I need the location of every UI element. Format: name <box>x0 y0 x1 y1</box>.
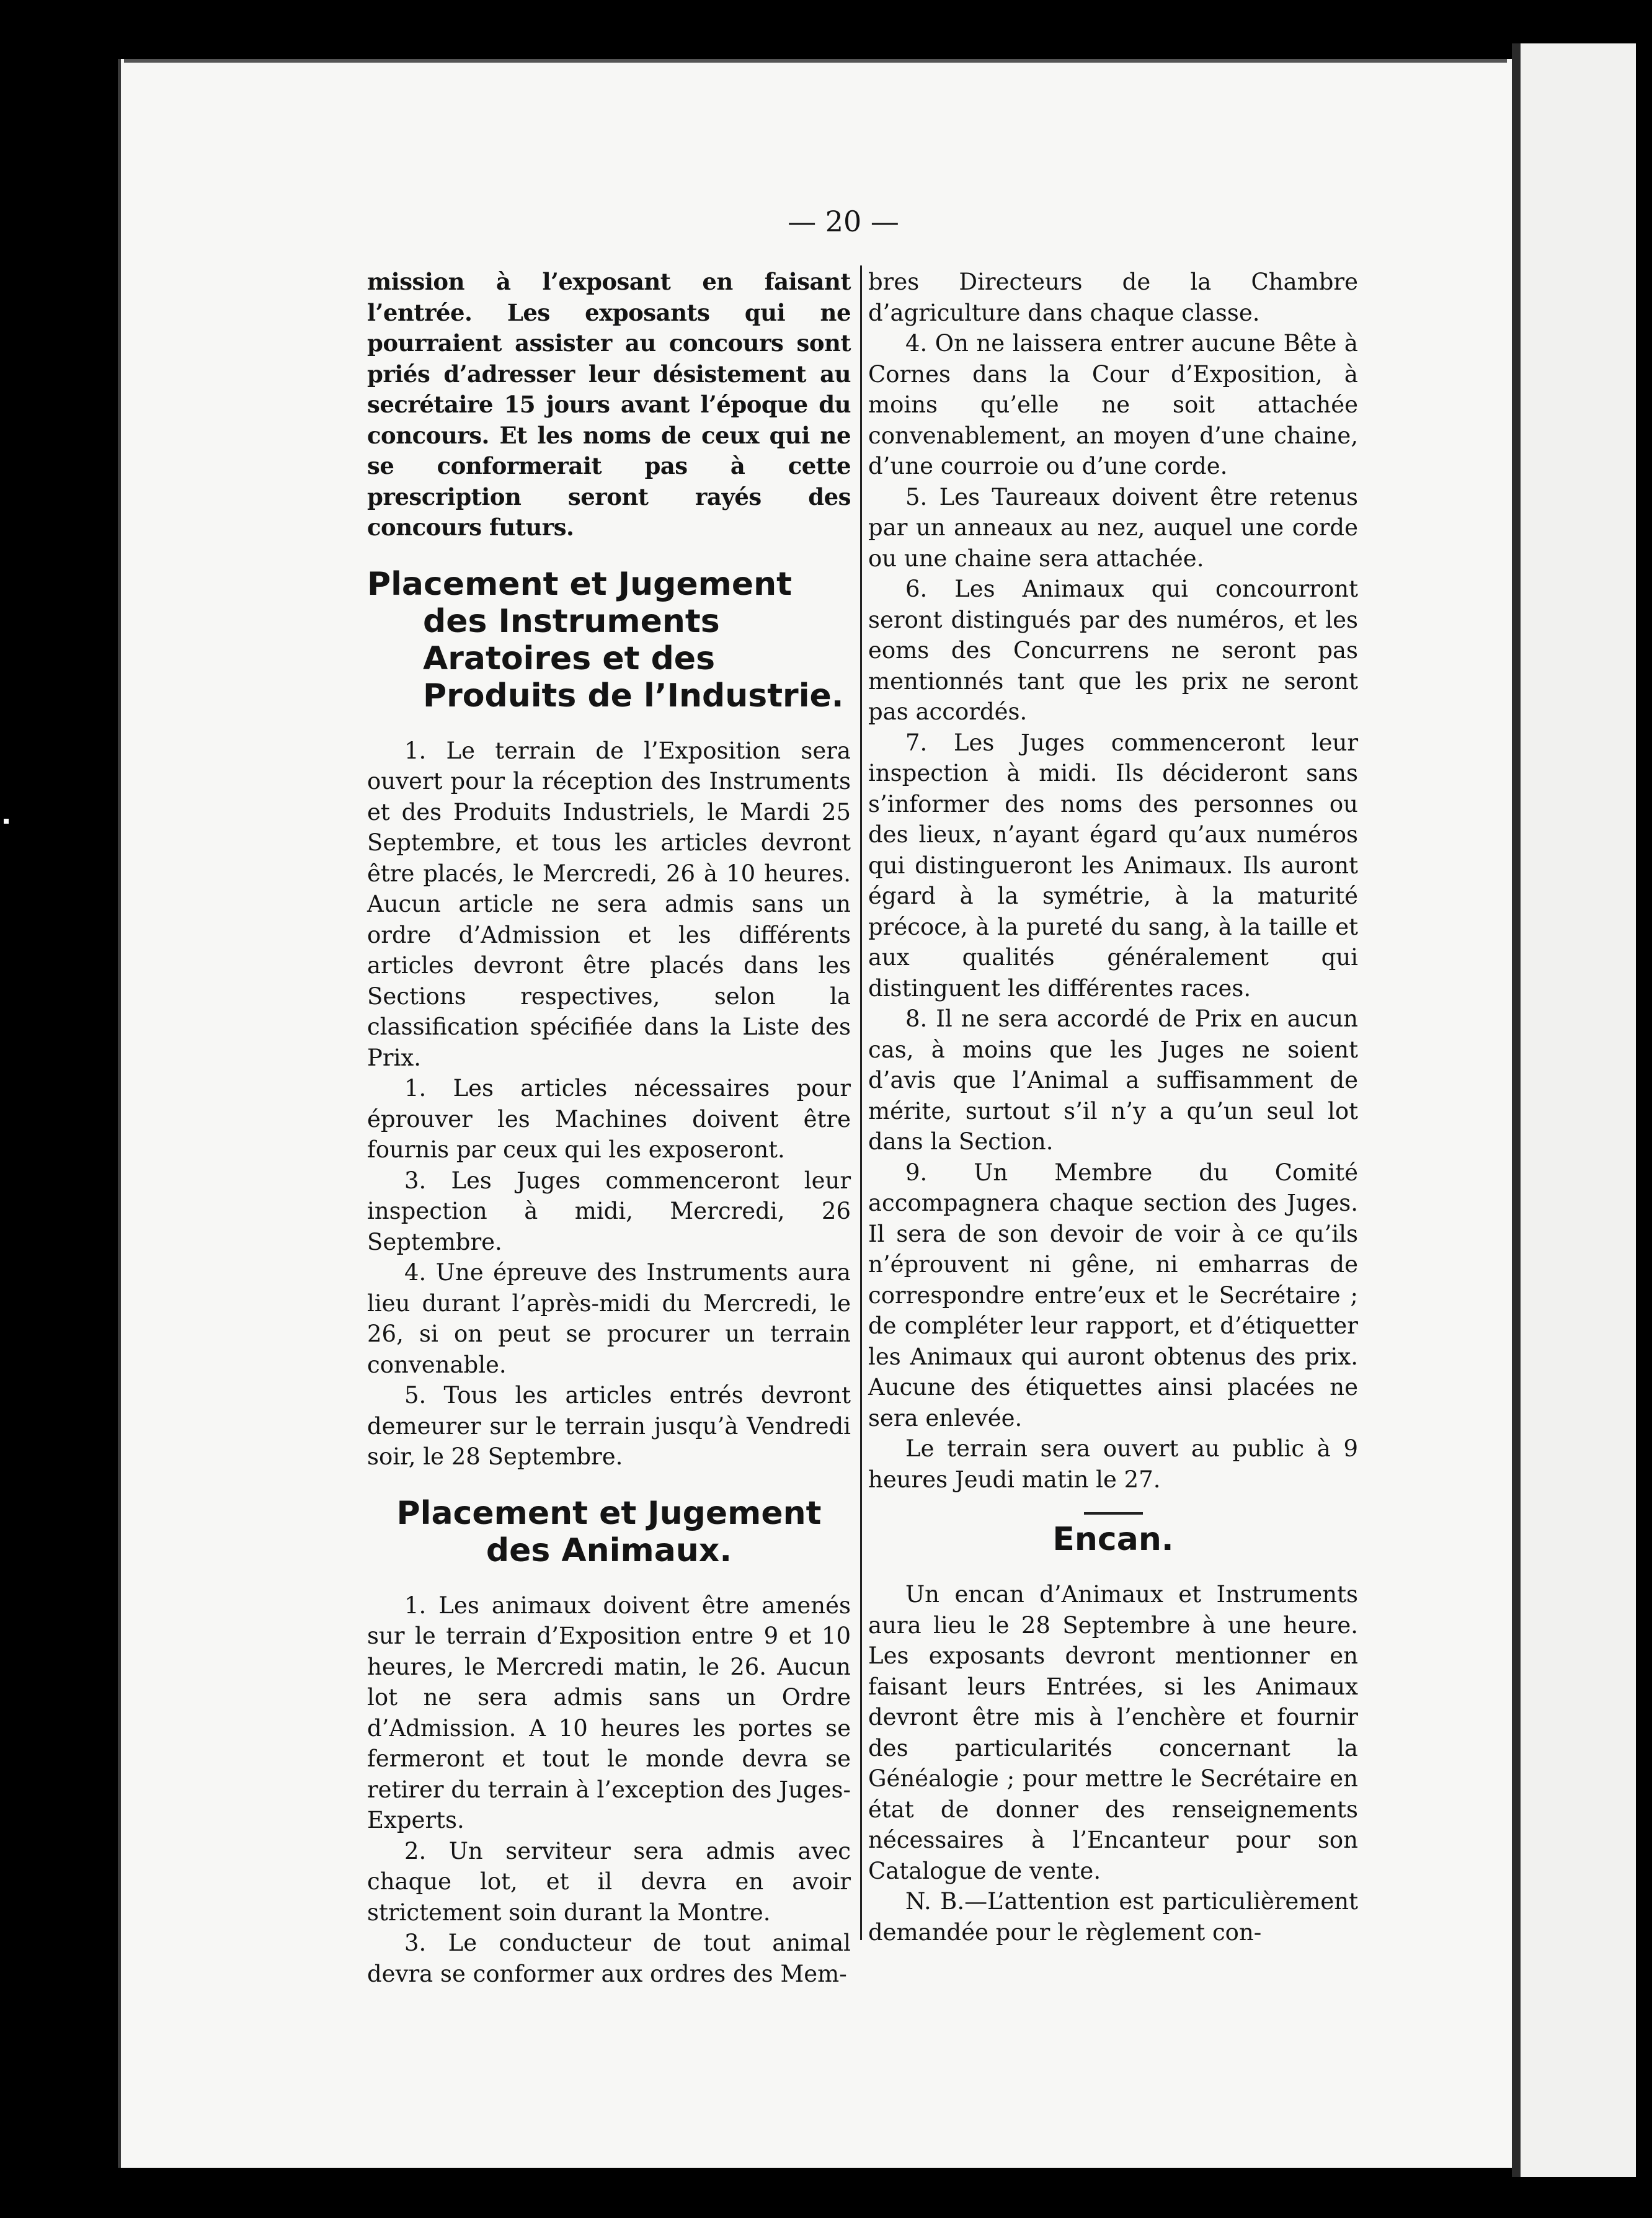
animaux-rule-3: 3. Le conducteur de tout animal devra se conformer aux ordres des Mem- <box>367 1930 851 1987</box>
opening-notice: Le terrain sera ouvert au public à 9 heures Jeudi matin le 27. <box>868 1435 1358 1493</box>
column-divider <box>860 265 862 1940</box>
instruments-rule-4: 4. Une épreuve des Instruments aura lieu durant l’après-midi du Mercredi, le 26, si on peut se procurer un terrain convenable. <box>367 1259 851 1378</box>
heading-instruments: Placement et Jugement des Instruments Aratoires et des Produits de l’Industrie. <box>367 565 844 715</box>
instruments-rule-5: 5. Tous les articles entrés devront demeurer sur le terrain jusqu’à Vendredi soir, le 28 Septembre. <box>367 1382 851 1470</box>
right-column <box>868 267 1358 1948</box>
instruments-rule-2: 1. Les articles nécessaires pour éprouver les Machines doivent être fournis par ceux qui les exposeront. <box>367 1075 851 1163</box>
animal-rule-6: 6. Les Animaux qui concourront seront distingués par des numéros, et les eoms des Concurrens ne seront pas mentionnés tant que les prix ne seront pas accordés. <box>868 576 1358 725</box>
page-number: — 20 — <box>788 205 899 238</box>
intro-paragraph: mission à l’exposant en faisant l’entrée. Les exposants qui ne pourraient assister au concours sont priés d’adresser leur désistement au secrétaire 15 jours avant l’époque du concours. Et les noms de ceux qui ne se conformerait pas à cette prescription seront rayés des concours futurs. <box>367 268 851 541</box>
nb-paragraph: N. B.—L’attention est particulièrement demandée pour le règlement con- <box>868 1888 1358 1946</box>
page-top-edge <box>124 59 1507 63</box>
section-divider <box>1084 1512 1143 1515</box>
heading-animaux: Placement et Jugement des Animaux. <box>396 1494 822 1569</box>
animaux-rule-1: 1. Les animaux doivent être amenés sur le terrain d’Exposition entre 9 et 10 heures, le Mercredi matin, le 26. Aucun lot ne sera admis sans un Ordre d’Admission. A 10 heures les portes se fermeront et tout le monde devra se retirer du terrain à l’exception des Juges-Experts. <box>367 1592 851 1833</box>
animal-rule-9: 9. Un Membre du Comité accompagnera chaque section des Juges. Il sera de son devoir de voir à ce qu’ils n’éprouvent ni gêne, ni emharras de correspondre entre’eux et le Secrétaire ; de compléter leur rapport, et d’étiquetter les Animaux qui auront obtenus des prix. Aucune des étiquettes ainsi placées ne sera enlevée. <box>868 1159 1358 1432</box>
heading-encan: Encan. <box>1052 1521 1174 1558</box>
instruments-rule-1: 1. Le terrain de l’Exposition sera ouvert pour la réception des Instruments et des Produits Industriels, le Mardi 25 Septembre, et tous les articles devront être placés, le Mercredi, 26 à 10 heures. Aucun article ne sera admis sans un ordre d’Admission et les différents articles devront être placés dans les Sections respectives, selon la classification spécifiée dans la Liste des Prix. <box>367 737 851 1071</box>
adjacent-page-edge <box>1512 43 1636 2177</box>
left-column <box>367 267 851 1989</box>
encan-paragraph: Un encan d’Animaux et Instruments aura lieu le 28 Septembre à une heure. Les exposants devront mentionner en faisant leurs Entrées, si les Animaux devront être mis à l’enchère et fournir des particularités concernant la Généalogie ; pour mettre le Secrétaire en état de donner des renseignements nécessaires à l’Encanteur pour son Catalogue de vente. <box>868 1581 1358 1884</box>
animal-rule-8: 8. Il ne sera accordé de Prix en aucun cas, à moins que les Juges ne soient d’avis que l’Animal a suffisamment de mérite, surtout s’il n’y a qu’un seul lot dans la Section. <box>868 1005 1358 1155</box>
animaux-rule-2: 2. Un serviteur sera admis avec chaque lot, et il devra en avoir strictement soin durant la Montre. <box>367 1837 851 1926</box>
animal-rule-4: 4. On ne laissera entrer aucune Bête à Cornes dans la Cour d’Exposition, à moins qu’elle ne soit attachée convenablement, an moyen d’une chaine, d’une courroie ou d’une corde. <box>868 330 1358 479</box>
animal-rule-5: 5. Les Taureaux doivent être retenus par un anneaux au nez, auquel une corde ou une chaine sera attachée. <box>868 483 1358 572</box>
animal-rule-7: 7. Les Juges commenceront leur inspection à midi. Ils décideront sans s’informer des noms des personnes ou des lieux, n’ayant égard qu’aux numéros qui distingueront les Animaux. Ils auront égard à la symétrie, à la maturité précoce, à la pureté du sang, à la taille et aux qualités généralement qui distinguent les différentes races. <box>868 729 1358 1002</box>
page-binding-edge <box>118 59 155 2168</box>
instruments-rule-3: 3. Les Juges commenceront leur inspection à midi, Mercredi, 26 Septembre. <box>367 1167 851 1255</box>
scan-speck <box>4 819 9 824</box>
continuation-paragraph: bres Directeurs de la Chambre d’agriculture dans chaque classe. <box>868 269 1358 326</box>
